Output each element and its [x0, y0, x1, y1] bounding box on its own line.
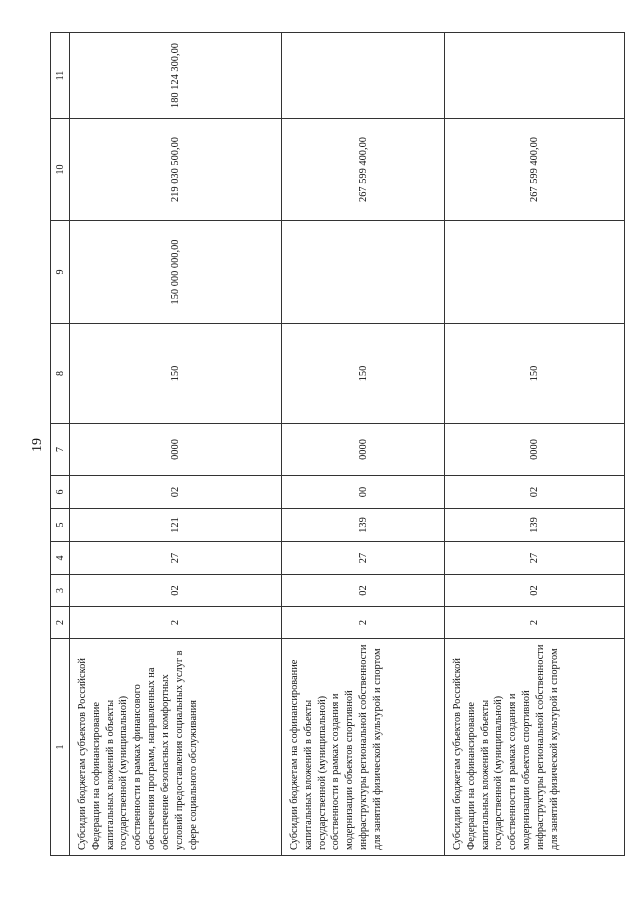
cell-col-11 [445, 33, 625, 119]
cell-col-10: 267 599 400,00 [282, 119, 445, 221]
page-number: 19 [30, 438, 45, 452]
cell-col-4: 27 [70, 542, 282, 575]
cell-col-6: 02 [445, 476, 625, 509]
cell-col-10: 267 599 400,00 [445, 119, 625, 221]
table-row [282, 33, 445, 856]
cell-col-9: 150 000 000,00 [70, 221, 282, 324]
cell-col-8: 150 [282, 324, 445, 424]
column-header-6: 6 [51, 476, 70, 509]
cell-col-11 [282, 33, 445, 119]
rotated-page-content [50, 33, 620, 856]
column-header-9: 9 [51, 221, 70, 324]
cell-col-9 [445, 221, 625, 324]
cell-col-5: 139 [445, 509, 625, 542]
subsidy-table [50, 32, 625, 856]
column-header-10: 10 [51, 119, 70, 221]
cell-col-2: 2 [282, 607, 445, 639]
table-row [445, 33, 625, 856]
cell-col-8: 150 [445, 324, 625, 424]
row-description: Субсидии бюджетам на софинансирование капитальных вложений в объекты государственной (муниципальной) собственности в рамках создания и модернизации объектов спортивной инфраструктуры региональной собственности для занятий физической культурой и спортом [282, 639, 445, 856]
cell-col-8: 150 [70, 324, 282, 424]
row-description: Субсидии бюджетам субъектов Российской Федерации на софинансирование капитальных вложений в объекты государственной (муниципальной) собственности в рамках создания и модернизации объектов спортивной инфраструктуры региональной собственности для занятий физической культурой и спортом [445, 639, 625, 856]
cell-col-9 [282, 221, 445, 324]
cell-col-10: 219 030 500,00 [70, 119, 282, 221]
cell-col-3: 02 [70, 575, 282, 607]
cell-col-6: 00 [282, 476, 445, 509]
cell-col-3: 02 [282, 575, 445, 607]
cell-col-6: 02 [70, 476, 282, 509]
column-header-7: 7 [51, 424, 70, 476]
header-row [51, 33, 70, 856]
cell-col-5: 139 [282, 509, 445, 542]
column-header-11: 11 [51, 33, 70, 119]
column-header-5: 5 [51, 509, 70, 542]
cell-col-7: 0000 [445, 424, 625, 476]
column-header-3: 3 [51, 575, 70, 607]
column-header-2: 2 [51, 607, 70, 639]
cell-col-5: 121 [70, 509, 282, 542]
cell-col-7: 0000 [70, 424, 282, 476]
cell-col-7: 0000 [282, 424, 445, 476]
cell-col-3: 02 [445, 575, 625, 607]
table-row [70, 33, 282, 856]
column-header-4: 4 [51, 542, 70, 575]
row-description: Субсидии бюджетам субъектов Российской Федерации на софинансирование капитальных вложений в объекты государственной (муниципальной) собственности в рамках финансового обеспечения программ, направленных на обеспечение безопасных и комфортных условий предоставления социальных услуг в сфере социального обслуживания [70, 639, 282, 856]
cell-col-2: 2 [445, 607, 625, 639]
cell-col-2: 2 [70, 607, 282, 639]
cell-col-4: 27 [445, 542, 625, 575]
cell-col-11: 180 124 300,00 [70, 33, 282, 119]
column-header-1: 1 [51, 639, 70, 856]
cell-col-4: 27 [282, 542, 445, 575]
column-header-8: 8 [51, 324, 70, 424]
